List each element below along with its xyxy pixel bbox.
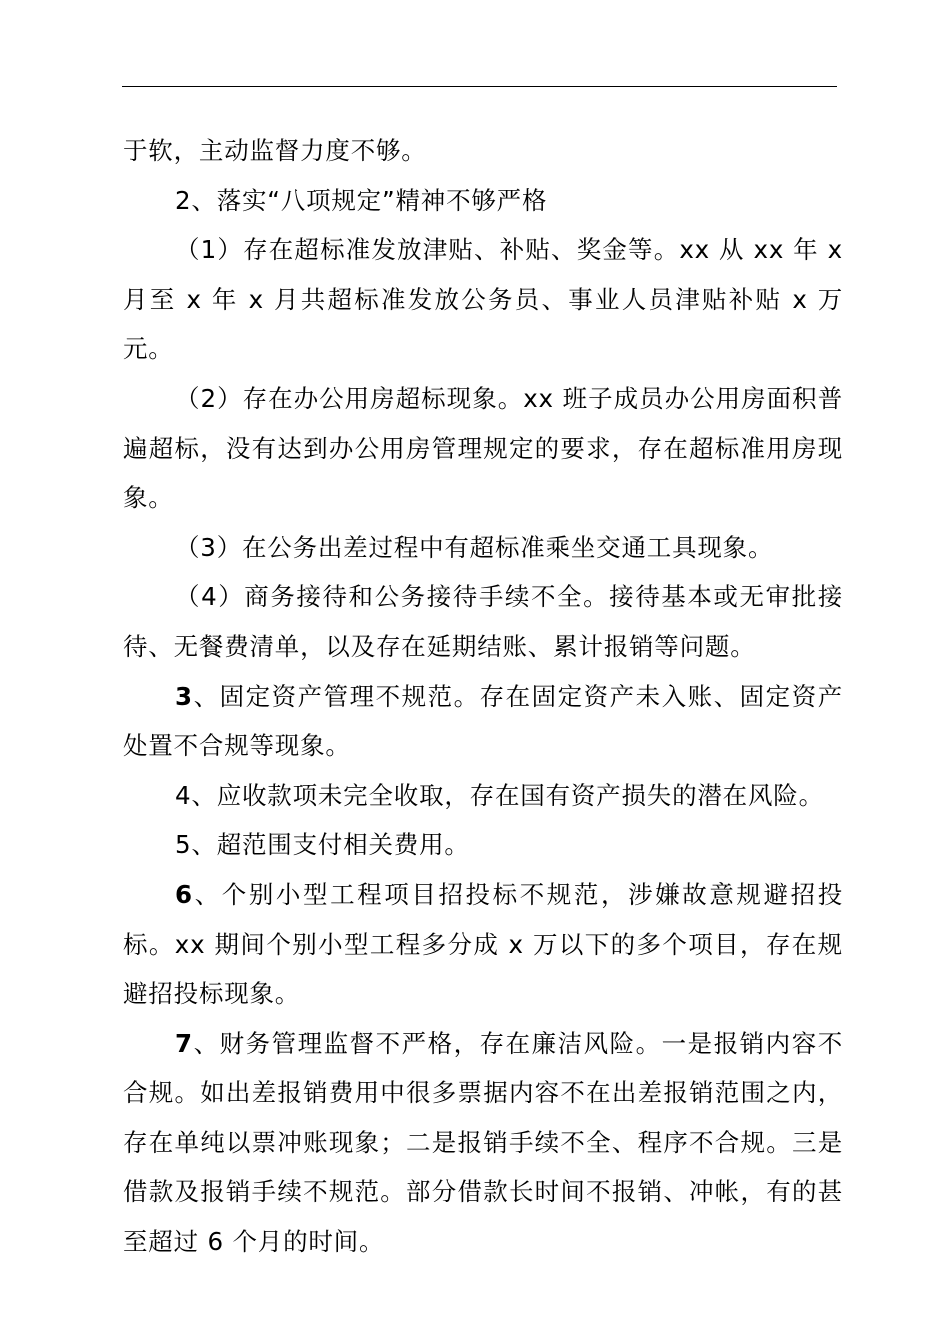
paragraph-text: （3）在公务出差过程中有超标准乘坐交通工具现象。 bbox=[175, 532, 774, 562]
paragraph-text: 2、落实“八项规定”精神不够严格 bbox=[175, 185, 548, 215]
paragraph-text: 5、超范围支付相关费用。 bbox=[175, 830, 470, 860]
paragraph-text: 、固定资产管理不规范。存在固定资产未入账、固定资产处置不合规等现象。 bbox=[123, 681, 843, 761]
paragraph-text: 4、应收款项未完全收取，存在国有资产损失的潜在风险。 bbox=[175, 780, 824, 810]
document-body bbox=[123, 126, 843, 1267]
item-number: 3 bbox=[175, 681, 193, 711]
paragraph-item-7 bbox=[123, 1019, 843, 1267]
paragraph-text: 于软，主动监督力度不够。 bbox=[123, 136, 427, 165]
paragraph-text: （4）商务接待和公务接待手续不全。接待基本或无审批接待、无餐费清单，以及存在延期结账、累计报销等问题。 bbox=[123, 582, 843, 661]
paragraph-subitem-4 bbox=[123, 572, 843, 671]
item-number: 6 bbox=[175, 879, 193, 909]
header-rule bbox=[122, 86, 837, 87]
paragraph-item-3 bbox=[123, 672, 843, 771]
paragraph-text: 、个别小型工程项目招投标不规范，涉嫌故意规避招投标。xx 期间个别小型工程多分成 x 万以下的多个项目，存在规避招投标现象。 bbox=[123, 879, 843, 1009]
paragraph-subitem-3 bbox=[123, 523, 843, 573]
paragraph-subitem-2 bbox=[123, 374, 843, 523]
paragraph-item-5 bbox=[123, 820, 843, 870]
paragraph-text: （1）存在超标准发放津贴、补贴、奖金等。xx 从 xx 年 x 月至 x 年 x 月共超标准发放公务员、事业人员津贴补贴 x 万元。 bbox=[123, 235, 843, 364]
paragraph-text: 、财务管理监督不严格，存在廉洁风险。一是报销内容不合规。如出差报销费用中很多票据内容不在出差报销范围之内，存在单纯以票冲账现象；二是报销手续不全、程序不合规。三是借款及报销手续不规范。部分借款长时间不报销、冲帐，有的甚至超过 6 个月的时间。 bbox=[123, 1028, 843, 1257]
paragraph-text: （2）存在办公用房超标现象。xx 班子成员办公用房面积普遍超标，没有达到办公用房管理规定的要求，存在超标准用房现象。 bbox=[123, 383, 843, 513]
paragraph-subitem-1 bbox=[123, 225, 843, 374]
paragraph-item-2 bbox=[123, 176, 843, 226]
paragraph-item-6 bbox=[123, 870, 843, 1019]
paragraph-item-4 bbox=[123, 771, 843, 821]
item-number: 7 bbox=[175, 1028, 193, 1058]
paragraph-continuation bbox=[123, 126, 843, 176]
